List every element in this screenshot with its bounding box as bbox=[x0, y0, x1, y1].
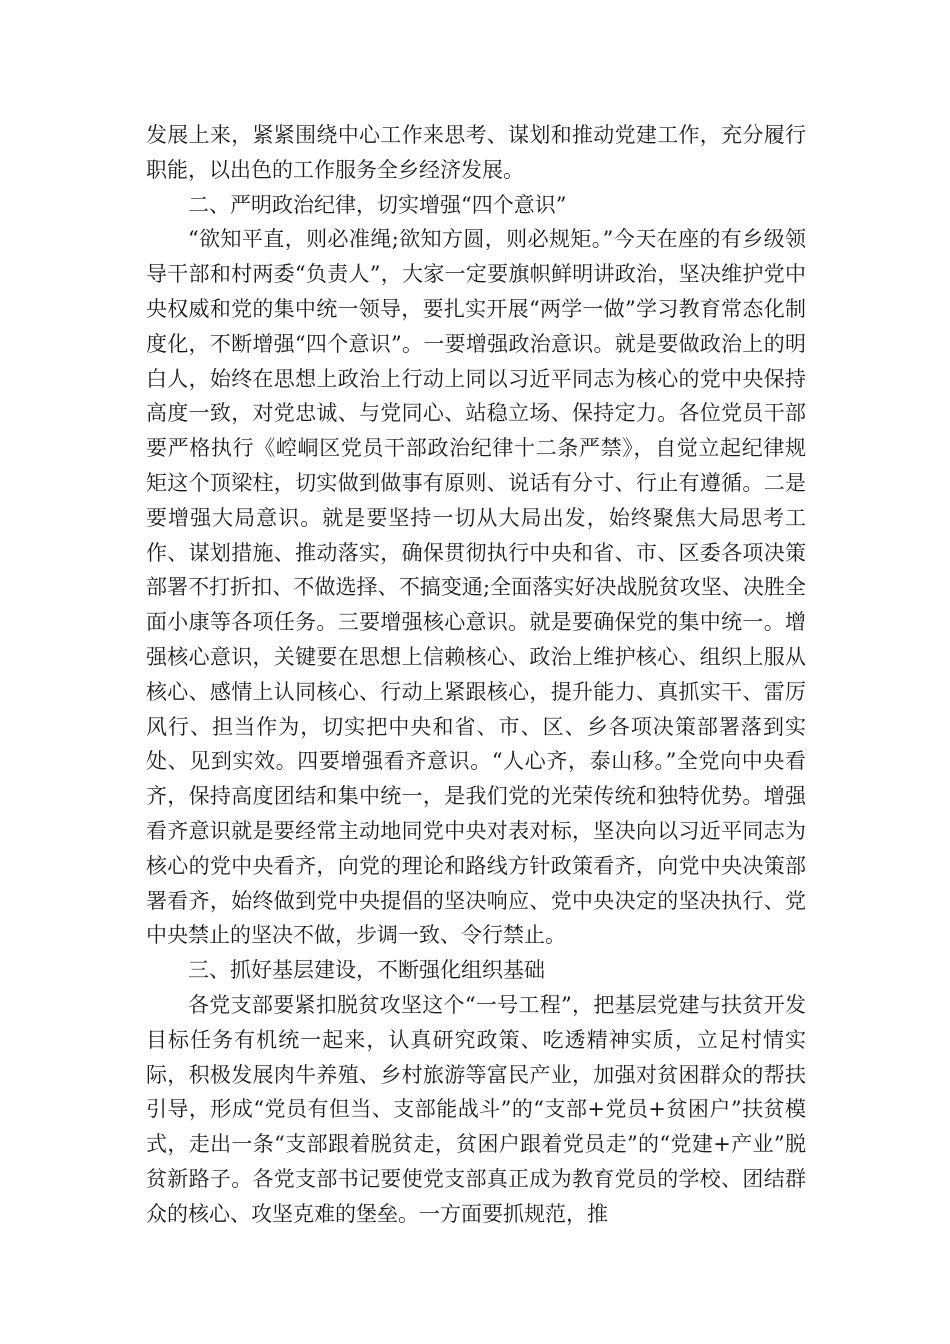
paragraph-body: 各党支部要紧扣脱贫攻坚这个“一号工程”，把基层党建与扶贫开发目标任务有机统一起来，认真研究政策、吃透精神实质，立足村情实际，积极发展肉牛养殖、乡村旅游等富民产业，加强对贫困群众的帮扶引导，形成“党员有但当、支部能战斗”的“支部+党员+贫困户”扶贫模式，走出一条“支部跟着脱贫走，贫困户跟着党员走”的“党建+产业”脱贫新路子。各党支部书记要使党支部真正成为教育党员的学校、团结群众的核心、攻坚克难的堡垒。一方面要抓规范，推 bbox=[146, 992, 806, 1226]
paragraph-body: “欲知平直，则必准绳;欲知方圆，则必规矩。”今天在座的有乡级领导干部和村两委“负责人”，大家一定要旗帜鲜明讲政治，坚决维护党中央权威和党的集中统一领导，要扎实开展“两学一做”学习教育常态化制度化，不断增强“四个意识”。一要增强政治意识。就是要做政治上的明白人，始终在思想上政治上行动上同以习近平同志为核心的党中央保持高度一致，对党忠诚、与党同心、站稳立场、保持定力。各位党员干部要严格执行《崆峒区党员干部政治纪律十二条严禁》，自觉立起纪律规矩这个顶梁柱，切实做到做事有原则、说话有分寸、行止有遵循。二是要增强大局意识。就是要坚持一切从大局出发，始终聚焦大局思考工作、谋划措施、推动落实，确保贯彻执行中央和省、市、区委各项决策部署不打折扣、不做选择、不搞变通;全面落实好决战脱贫攻坚、决胜全面小康等各项任务。三要增强核心意识。就是要确保党的集中统一。增强核心意识，关键要在思想上信赖核心、政治上维护核心、组织上服从核心、感情上认同核心、行动上紧跟核心，提升能力、真抓实干、雷厉风行、担当作为，切实把中央和省、市、区、乡各项决策部署落到实处、见到实效。四要增强看齐意识。“人心齐，泰山移。”全党向中央看齐，保持高度团结和集中统一，是我们党的光荣传统和独特优势。增强看齐意识就是要经常主动地同党中央对表对标，坚决向以习近平同志为核心的党中央看齐，向党的理论和路线方针政策看齐，向党中央决策部署看齐，始终做到党中央提倡的坚决响应、党中央决定的坚决执行、党中央禁止的坚决不做，步调一致、令行禁止。 bbox=[146, 227, 806, 948]
section-heading-2: 二、严明政治纪律，切实增强“四个意识” bbox=[188, 192, 567, 217]
document-page bbox=[146, 118, 806, 1232]
section-heading-3: 三、抓好基层建设，不断强化组织基础 bbox=[188, 958, 545, 983]
paragraph-continuation: 发展上来，紧紧围绕中心工作来思考、谋划和推动党建工作，充分履行职能，以出色的工作服务全乡经济发展。 bbox=[146, 123, 806, 182]
